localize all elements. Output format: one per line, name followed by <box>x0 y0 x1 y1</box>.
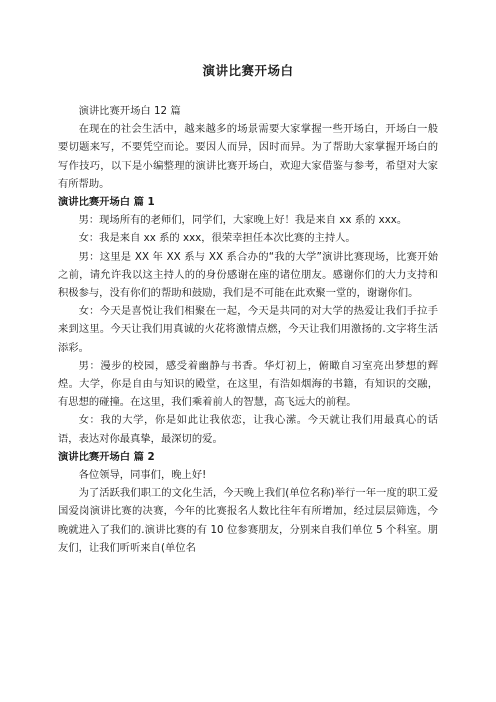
paragraph: 男：现场所有的老师们，同学们，大家晚上好！我是来自 xx 系的 xxx。 <box>78 214 408 227</box>
paragraph: 女：我是来自 xx 系的 xxx，很荣幸担任本次比赛的主持人。 <box>78 232 356 245</box>
section-heading: 演讲比赛开场白 篇 1 <box>58 196 155 209</box>
section-heading: 演讲比赛开场白 篇 2 <box>58 450 155 463</box>
document-subtitle: 演讲比赛开场白 12 篇 <box>78 105 181 117</box>
document-title: 演讲比赛开场白 <box>202 63 294 78</box>
paragraph: 女：今天是喜悦让我们相聚在一起，今天是共同的对大学的热爱让我们手拉手来到这里。今天让我们用真诚的火花将激情点燃，今天让我们用激扬的.文字将生活添彩。 <box>58 305 438 354</box>
section-1 <box>58 193 438 448</box>
paragraph: 男：漫步的校园，感受着幽静与书香。华灯初上，俯瞰自习室亮出梦想的辉煌。大学，你是自由与知识的殿堂，在这里，有浩如烟海的书籍，有知识的交融，有思想的碰撞。在这里，我们乘着前人的智慧，高飞远大的前程。 <box>58 359 438 409</box>
paragraph: 男：这里是 XX 年 XX 系与 XX 系合办的“我的大学”演讲比赛现场，比赛开始之前，请允许我以这主持人的的身份感谢在座的诸位朋友。感谢你们的大力支持和积极参与，没有你们的帮助和鼓励，我们是不可能在此欢聚一堂的，谢谢你们。 <box>58 250 438 300</box>
paragraph: 各位领导，同事们，晚上好! <box>78 469 207 482</box>
paragraph: 为了活跃我们职工的文化生活，今天晚上我们(单位名称)举行一年一度的职工爱国爱岗演讲比赛的决赛，今年的比赛报名人数比往年有所增加，经过层层筛选，今晚就进入了我们的.演讲比赛的有 10 位参赛朋友，分别来自我们单位 5 个科室。朋友们，让我们听听来自(单位名 <box>58 487 438 554</box>
paragraph: 女：我的大学，你是如此让我依恋，让我心潆。今天就让我们用最真心的话语，表达对你最真挚，最深切的爱。 <box>58 414 438 445</box>
section-2 <box>58 448 438 557</box>
intro-paragraph: 在现在的社会生活中，越来越多的场景需要大家掌握一些开场白，开场白一般要切题来写，不要凭空而论。要因人而异，因时而异。为了帮助大家掌握开场白的写作技巧，以下是小编整理的演讲比赛开场白，欢迎大家借鉴与参考，希望对大家有所帮助。 <box>58 123 438 190</box>
